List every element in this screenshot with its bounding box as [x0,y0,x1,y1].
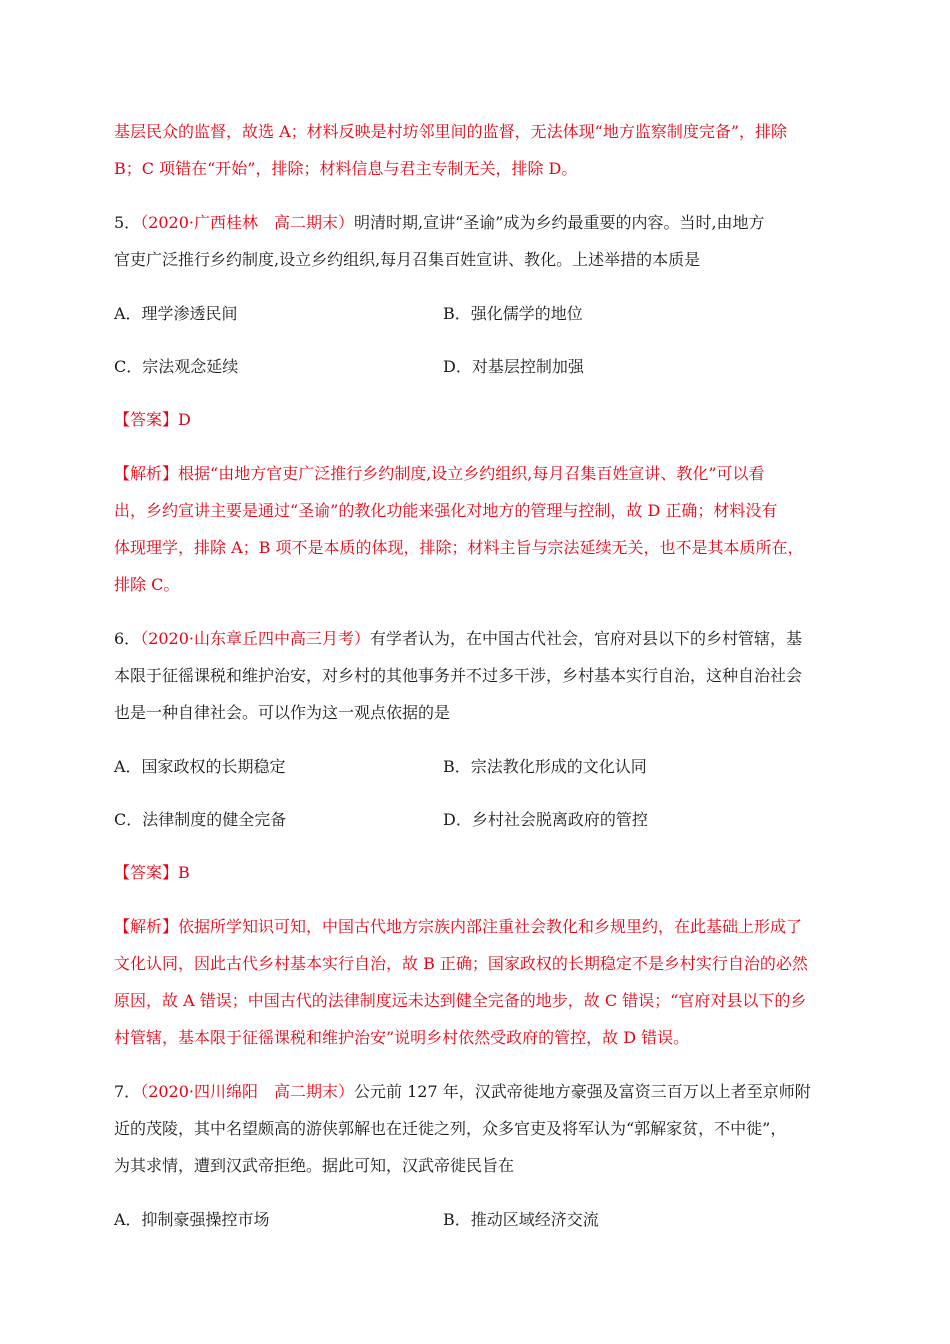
answer-label: 【答案】 [114,410,179,429]
question-number: 6． [114,629,141,648]
option-a: A．国家政权的长期稳定 [114,757,286,776]
question-number: 7． [114,1082,141,1101]
prev-explanation-line: B；C 项错在“开始”，排除；材料信息与君主专制无关，排除 D。 [114,159,578,178]
analysis-line: 文化认同，因此古代乡村基本实行自治，故 B 正确；国家政权的长期稳定不是乡村实行自治的必然 [114,954,808,973]
question-source: （2020·广西桂林 高二期末） [140,213,354,232]
option-c: C．宗法观念延续 [114,357,239,376]
answer-label: 【答案】 [114,863,179,882]
question-source: （2020·四川绵阳 高二期末） [140,1082,354,1101]
analysis-line: 村管辖，基本限于征徭课税和维护治安”说明乡村依然受政府的管控，故 D 错误。 [114,1028,690,1047]
analysis-line: 【解析】依据所学知识可知，中国古代地方宗族内部注重社会教化和乡规里约，在此基础上形成了 [114,917,803,936]
analysis-line: 原因，故 A 错误；中国古代的法律制度远未达到健全完备的地步，故 C 错误；“官府对县以下的乡 [114,991,807,1010]
analysis-line: 排除 C。 [114,575,180,594]
analysis-line: 体现理学，排除 A；B 项不是本质的体现，排除；材料主旨与宗法延续无关，也不是其本质所在， [114,538,804,557]
question-7-stem-line: 近的茂陵，其中名望颇高的游侠郭解也在迁徙之列，众多官吏及将军认为“郭解家贫，不中徙”， [114,1119,787,1138]
option-d: D．乡村社会脱离政府的管控 [443,810,648,829]
option-b: B．宗法教化形成的文化认同 [443,757,647,776]
question-7-stem-line: 为其求情，遭到汉武帝拒绝。据此可知，汉武帝徙民旨在 [114,1156,515,1175]
question-6-stem-line: 也是一种自律社会。可以作为这一观点依据的是 [114,703,451,722]
answer-line [114,409,191,431]
prev-explanation-line: 基层民众的监督，故选 A；材料反映是村坊邻里间的监督，无法体现“地方监察制度完备”，排除 [114,122,788,141]
option-a: A．理学渗透民间 [114,304,238,323]
question-5-stem-line: 官吏广泛推行乡约制度,设立乡约组织,每月召集百姓宣讲、教化。上述举措的本质是 [114,250,701,269]
answer-line [114,862,190,884]
analysis-line: 【解析】根据“由地方官吏广泛推行乡约制度,设立乡约组织,每月召集百姓宣讲、教化”可以看 [114,464,765,483]
option-b: B．推动区域经济交流 [443,1210,599,1229]
question-source: （2020·山东章丘四中高三月考） [140,629,370,648]
question-6-stem-line: 本限于征徭课税和维护治安，对乡村的其他事务并不过多干涉，乡村基本实行自治，这种自治社会 [114,666,803,685]
analysis-line: 出，乡约宣讲主要是通过“圣谕”的教化功能来强化对地方的管理与控制，故 D 正确；材料没有 [114,501,778,520]
question-5-stem-line: 5．（2020·广西桂林 高二期末）明清时期,宣讲“圣谕”成为乡约最重要的内容。当时,由地方 [114,213,765,232]
option-b: B．强化儒学的地位 [443,304,583,323]
option-d: D．对基层控制加强 [443,357,584,376]
analysis-label: 【解析】 [114,917,179,936]
option-c: C．法律制度的健全完备 [114,810,287,829]
answer-value: B [178,863,190,882]
option-a: A．抑制豪强操控市场 [114,1210,270,1229]
question-7-stem-line: 7．（2020·四川绵阳 高二期末）公元前 127 年，汉武帝徙地方豪强及富资三百万以上者至京师附 [114,1082,811,1101]
question-6-stem-line: 6．（2020·山东章丘四中高三月考）有学者认为，在中国古代社会，官府对县以下的乡村管辖，基 [114,629,803,648]
question-number: 5． [114,213,141,232]
answer-value: D [178,410,191,429]
analysis-label: 【解析】 [114,464,179,483]
